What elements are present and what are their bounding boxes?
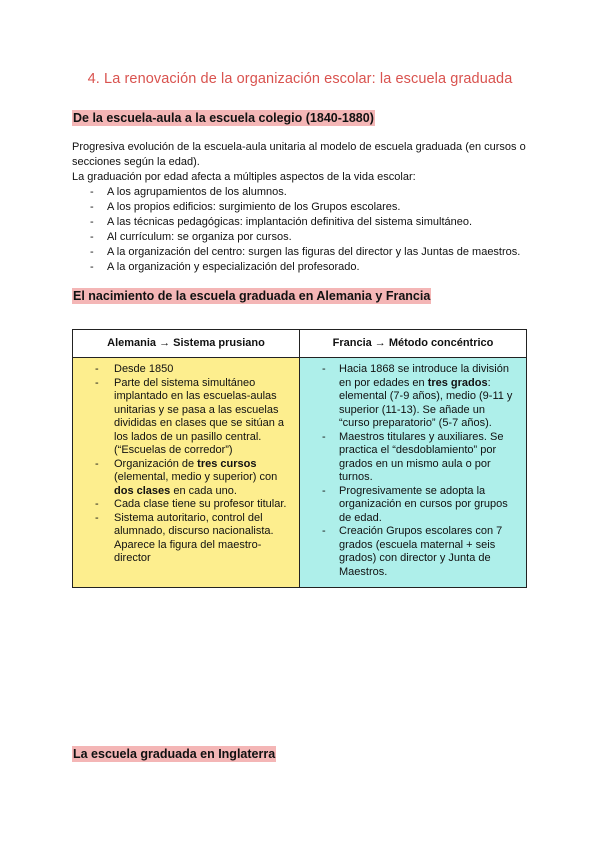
alemania-list <box>75 363 291 566</box>
list-item: - Al currículum: se organiza por cursos. <box>72 230 532 245</box>
bold-text: tres cursos <box>197 457 257 470</box>
text-run: Organización de <box>114 457 198 470</box>
intro-paragraph: Progresiva evolución de la escuela-aula unitaria al modelo de escuela graduada (en cursos o secciones según la edad). <box>72 141 526 168</box>
table-header-francia: Francia → Método concéntrico <box>300 330 527 358</box>
bold-text: dos clases <box>114 484 171 497</box>
list-item: - Desde 1850 <box>75 363 291 377</box>
list-item: - A la organización del centro: surgen las figuras del director y las Juntas de maestros. <box>72 245 532 260</box>
cell-alemania <box>73 358 300 588</box>
list-item <box>75 458 291 499</box>
list-item: - Parte del sistema simultáneo implantado en las escuelas-aulas unitarias y se pasa a las escuelas divididas en clases que se sitúan a los lados de un pasillo central. (“Escuelas de corredor”) <box>75 377 291 458</box>
cell-francia <box>300 358 527 588</box>
comparison-table <box>72 329 527 588</box>
text-run: : elemental (7-9 años), medio (9-11 y superior (11-13). Se añade un “curso preparatorio” (5-7 años). <box>339 376 513 429</box>
text-run: (elemental, medio y superior) con <box>114 471 278 483</box>
section-heading-escuela-colegio: De la escuela-aula a la escuela colegio (1840-1880) <box>73 111 374 125</box>
list-item: - A los agrupamientos de los alumnos. <box>72 185 532 200</box>
intro-paragraph: La graduación por edad afecta a múltiples aspectos de la vida escolar: <box>72 171 416 183</box>
section-heading-alemania-francia: El nacimiento de la escuela graduada en Alemania y Francia <box>73 289 431 303</box>
list-item: - Sistema autoritario, control del alumnado, discurso nacionalista. Aparece la figura del maestro-director <box>75 512 291 566</box>
intro-block <box>72 140 532 275</box>
bold-text: tres grados <box>427 376 488 389</box>
table-header-alemania: Alemania → Sistema prusiano <box>73 330 300 358</box>
list-item: - A las técnicas pedagógicas: implantación definitiva del sistema simultáneo. <box>72 215 532 230</box>
page-title: 4. La renovación de la organización escolar: la escuela graduada <box>87 71 513 87</box>
text-run: en cada uno. <box>170 484 237 497</box>
section-heading-inglaterra: La escuela graduada en Inglaterra <box>73 747 276 761</box>
list-item: - Creación Grupos escolares con 7 grados (escuela maternal + seis grados) con director y Junta de Maestros. <box>302 525 518 579</box>
list-item: - Progresivamente se adopta la organización en cursos por grupos de edad. <box>302 485 518 526</box>
list-item: - A la organización y especialización del profesorado. <box>72 260 532 275</box>
list-item <box>302 363 518 431</box>
francia-list <box>302 363 518 579</box>
list-item: - Cada clase tiene su profesor titular. <box>75 498 291 512</box>
text-run: Hacia 1868 se introduce la división en por edades en <box>339 363 509 389</box>
list-item: - A los propios edificios: surgimiento de los Grupos escolares. <box>72 200 532 215</box>
aspects-list <box>72 185 532 275</box>
list-item: - Maestros titulares y auxiliares. Se practica el “desdoblamiento” por grados en un mismo aula o por turnos. <box>302 431 518 485</box>
